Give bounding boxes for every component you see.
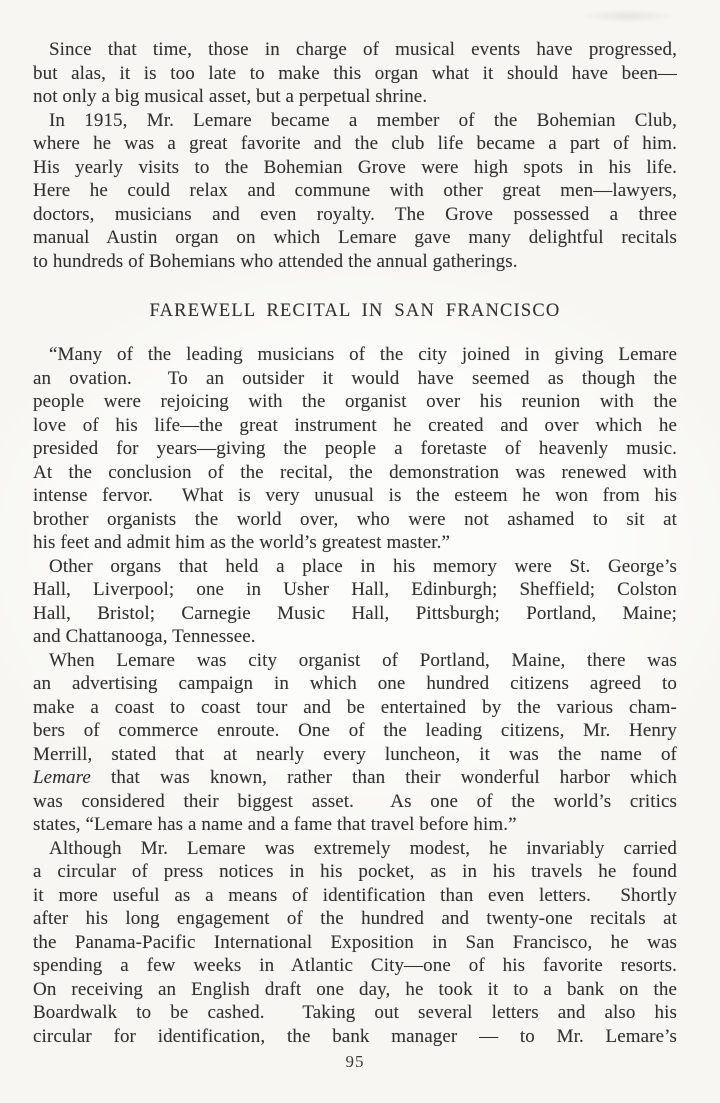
- text-line: In 1915, Mr. Lemare became a member of the Bohemian Club,: [49, 109, 677, 131]
- text-line: states, “Lemare has a name and a fame that travel before him.”: [33, 814, 517, 835]
- text-line: Boardwalk to be cashed. Taking out several letters and also his: [33, 1002, 677, 1023]
- text-line: intense fervor. What is very unusual is the esteem he won from his: [33, 485, 677, 506]
- text-line: Although Mr. Lemare was extremely modest, he invariably carried: [49, 837, 677, 859]
- text-line: where he was a great favorite and the club life became a part of him.: [33, 133, 677, 154]
- text-line: after his long engagement of the hundred and twenty-one recitals at: [33, 908, 677, 929]
- page-number: 95: [345, 1052, 365, 1071]
- text-line: spending a few weeks in Atlantic City—one of his favorite resorts.: [33, 955, 677, 976]
- text-line: it more useful as a means of identification than even letters. Shortly: [33, 884, 677, 906]
- text-line: people were rejoicing with the organist over his reunion with the: [33, 391, 677, 412]
- text-line: make a coast to coast tour and be entertained by the various cham-: [33, 696, 677, 718]
- text-line: an ovation. To an outsider it would have seemed as though the: [33, 367, 677, 389]
- text-line: When Lemare was city organist of Portland, Maine, there was: [49, 649, 677, 671]
- paragraph: [33, 38, 677, 109]
- text-line: but alas, it is too late to make this organ what it should have been—: [33, 62, 677, 84]
- text-line: doctors, musicians and even royalty. The Grove possessed a three: [33, 203, 677, 225]
- text-line: Merrill, stated that at nearly every luncheon, it was the name of: [33, 743, 677, 765]
- text-line: to hundreds of Bohemians who attended the annual gatherings.: [33, 250, 518, 272]
- text-line: brother organists the world over, who were not ashamed to sit at: [33, 508, 677, 530]
- text-line: a circular of press notices in his pocket, as in his travels he found: [33, 861, 677, 882]
- text-line: Since that time, those in charge of musical events have progressed,: [49, 39, 677, 60]
- text-line: At the conclusion of the recital, the demonstration was renewed with: [33, 461, 677, 483]
- paragraph: [33, 555, 677, 649]
- text-line: Other organs that held a place in his memory were St. George’s: [49, 555, 677, 577]
- section-heading: FAREWELL RECITAL IN SAN FRANCISCO: [149, 301, 561, 321]
- text-line: his feet and admit him as the world’s greatest master.”: [33, 532, 451, 553]
- text-line: circular for identification, the bank manager — to Mr. Lemare’s: [33, 1025, 677, 1047]
- text-line: presided for years—giving the people a foretaste of heavenly music.: [33, 438, 677, 459]
- page-content: [33, 38, 677, 1048]
- paragraph: [33, 109, 677, 274]
- paragraph: [33, 343, 677, 555]
- text-line: bers of commerce enroute. One of the leading citizens, Mr. Henry: [33, 720, 677, 741]
- text-line: Here he could relax and commune with other great men—lawyers,: [33, 180, 677, 201]
- paragraph: [33, 837, 677, 1049]
- text-line: was considered their biggest asset. As one of the world’s critics: [33, 790, 677, 812]
- text-line: Lemare that was known, rather than their wonderful harbor which: [33, 767, 677, 788]
- text-line: On receiving an English draft one day, he took it to a bank on the: [33, 978, 677, 1000]
- text-line: the Panama-Pacific International Exposition in San Francisco, he was: [33, 931, 677, 953]
- text-line: manual Austin organ on which Lemare gave many delightful recitals: [33, 227, 677, 248]
- text-line: love of his life—the great instrument he created and over which he: [33, 414, 677, 436]
- text-line: His yearly visits to the Bohemian Grove were high spots in his life.: [33, 156, 677, 178]
- text-line: Hall, Liverpool; one in Usher Hall, Edinburgh; Sheffield; Colston: [33, 579, 677, 600]
- text-line: “Many of the leading musicians of the city joined in giving Lemare: [49, 344, 677, 365]
- text-line: an advertising campaign in which one hundred citizens agreed to: [33, 673, 677, 694]
- paragraph: [33, 649, 677, 837]
- text-line: Hall, Bristol; Carnegie Music Hall, Pittsburgh; Portland, Maine;: [33, 602, 677, 624]
- text-line: and Chattanooga, Tennessee.: [33, 626, 256, 647]
- text-line: not only a big musical asset, but a perpetual shrine.: [33, 86, 428, 107]
